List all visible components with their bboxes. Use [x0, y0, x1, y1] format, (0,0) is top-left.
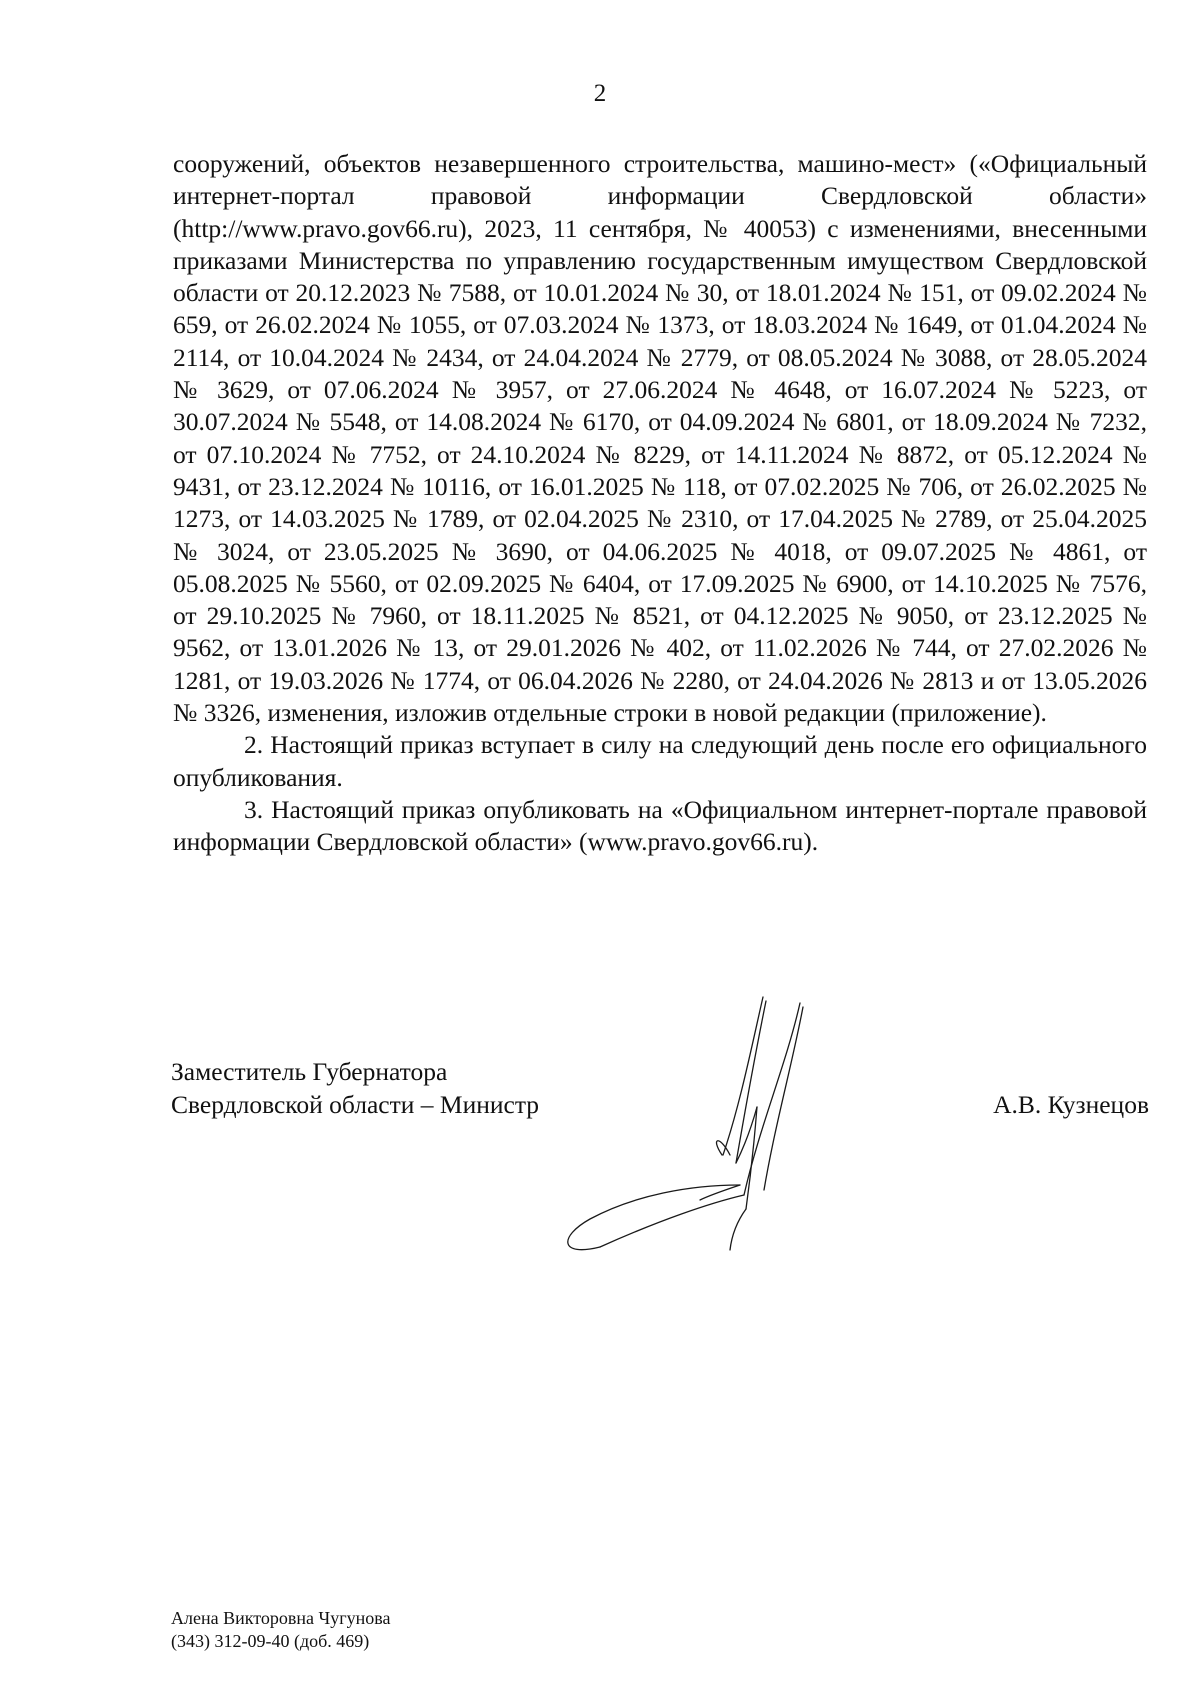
paragraph-publication: 3. Настоящий приказ опубликовать на «Официальном интернет-портале правовой информации Свердловской области» (www.pravo.gov66.ru).: [173, 794, 1147, 857]
handwritten-signature: [560, 995, 850, 1265]
document-body: [173, 148, 1147, 859]
executor-name: Алена Викторовна Чугунова: [171, 1608, 391, 1628]
page-number: 2: [593, 80, 607, 107]
signer-name: А.В. Кузнецов: [993, 1090, 1149, 1119]
paragraph-effective-date: 2. Настоящий приказ вступает в силу на следующий день после его официального опубликования.: [173, 730, 1147, 792]
signer-position-line1: Заместитель Губернатора: [171, 1057, 448, 1086]
executor-info: [171, 1607, 390, 1653]
signer-position: [171, 1055, 539, 1121]
paragraph-amendments: сооружений, объектов незавершенного строительства, машино-мест» («Официальный интернет-портал правовой информации Свердловской области» (http://www.pravo.gov66.ru), 2023, 11 сентября, № 40053) с изменениями, внесенными приказами Министерства по управлению государственным имуществом Свердловской области от 20.12.2023 № 7588, от 10.01.2024 № 30, от 18.01.2024 № 151, от 09.02.2024 № 659, от 26.02.2024 № 1055, от 07.03.2024 № 1373, от 18.03.2024 № 1649, от 01.04.2024 № 2114, от 10.04.2024 № 2434, от 24.04.2024 № 2779, от 08.05.2024 № 3088, от 28.05.2024 № 3629, от 07.06.2024 № 3957, от 27.06.2024 № 4648, от 16.07.2024 № 5223, от 30.07.2024 № 5548, от 14.08.2024 № 6170, от 04.09.2024 № 6801, от 18.09.2024 № 7232, от 07.10.2024 № 7752, от 24.10.2024 № 8229, от 14.11.2024 № 8872, от 05.12.2024 № 9431, от 23.12.2024 № 10116, от 16.01.2025 № 118, от 07.02.2025 № 706, от 26.02.2025 № 1273, от 14.03.2025 № 1789, от 02.04.2025 № 2310, от 17.04.2025 № 2789, от 25.04.2025 № 3024, от 23.05.2025 № 3690, от 04.06.2025 № 4018, от 09.07.2025 № 4861, от 05.08.2025 № 5560, от 02.09.2025 № 6404, от 17.09.2025 № 6900, от 14.10.2025 № 7576, от 29.10.2025 № 7960, от 18.11.2025 № 8521, от 04.12.2025 № 9050, от 23.12.2025 № 9562, от 13.01.2026 № 13, от 29.01.2026 № 402, от 11.02.2026 № 744, от 27.02.2026 № 1281, от 19.03.2026 № 1774, от 06.04.2026 № 2280, от 24.04.2026 № 2813 и от 13.05.2026 № 3326, изменения, изложив отдельные строки в новой редакции (приложение).: [173, 149, 1147, 728]
signer-position-line2: Свердловской области – Министр: [171, 1090, 540, 1119]
executor-phone: (343) 312-09-40 (доб. 469): [171, 1631, 370, 1651]
